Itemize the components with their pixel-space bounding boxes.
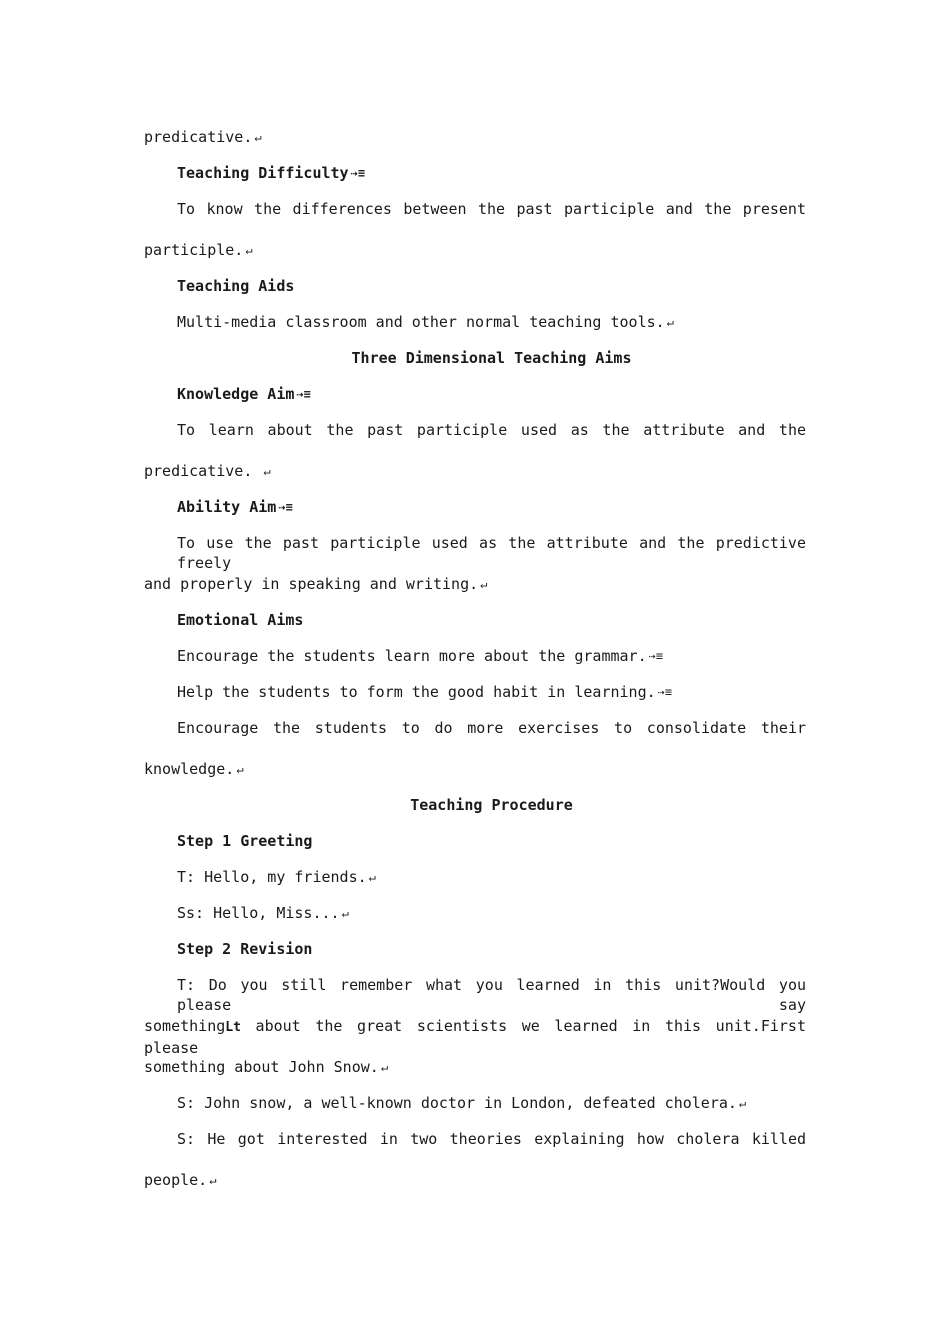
paragraph-line: predicative. ↵ (144, 128, 262, 146)
return-mark-icon: ↵ (480, 577, 488, 591)
paragraph-line: Encourage the students to do more exercises to consolidate their (177, 719, 806, 737)
paragraph-line: To know the differences between the past participle and the present (177, 200, 806, 218)
paragraph-line: people. ↵ (144, 1171, 217, 1189)
line-mark-icon: ⇢≡ (657, 685, 673, 699)
paragraph-line: something about John Snow. ↵ (144, 1058, 389, 1076)
special-mark: Lt (225, 1020, 241, 1035)
return-mark-icon: ↵ (236, 762, 244, 776)
heading-knowledge-aim: Knowledge Aim ⇢≡ (177, 385, 311, 403)
paragraph-line: T: Hello, my friends. ↵ (177, 868, 376, 886)
paragraph-line: predicative. ↵ (144, 462, 271, 480)
return-mark-icon: ↵ (209, 1173, 217, 1187)
heading-teaching-aids: Teaching Aids (177, 277, 295, 295)
section-title-procedure: Teaching Procedure (410, 796, 573, 814)
paragraph-line: S: He got interested in two theories explaining how cholera killed (177, 1130, 806, 1148)
paragraph-line: To use the past participle used as the attribute and the predictive freely (177, 534, 806, 572)
paragraph-line: T: Do you still remember what you learned in this unit?Would you please say (177, 976, 806, 1014)
heading-step-2: Step 2 Revision (177, 940, 313, 958)
paragraph-line: Multi-media classroom and other normal teaching tools. ↵ (177, 313, 674, 331)
heading-teaching-difficulty: Teaching Difficulty ⇢≡ (177, 164, 366, 182)
paragraph-line: Ss: Hello, Miss... ↵ (177, 904, 349, 922)
paragraph-line: Encourage the students learn more about the grammar. ⇢≡ (177, 647, 664, 665)
paragraph-line: and properly in speaking and writing. ↵ (144, 575, 488, 593)
return-mark-icon: ↵ (368, 870, 376, 884)
return-mark-icon: ↵ (666, 315, 674, 329)
line-mark-icon: ⇢≡ (278, 500, 293, 514)
paragraph-line: Help the students to form the good habit in learning. ⇢≡ (177, 683, 673, 701)
paragraph-line: somethingLt about the great scientists we learned in this unit.First please (144, 1017, 806, 1057)
return-mark-icon: ↵ (341, 906, 349, 920)
line-mark-icon: ⇢≡ (648, 649, 664, 663)
section-title-aims: Three Dimensional Teaching Aims (351, 349, 632, 367)
heading-emotional-aims: Emotional Aims (177, 611, 304, 629)
return-mark-icon: ↵ (380, 1060, 389, 1074)
line-mark-icon: ⇢≡ (350, 166, 366, 180)
return-mark-icon: ↵ (245, 243, 253, 257)
heading-step-1: Step 1 Greeting (177, 832, 313, 850)
return-mark-icon: ↵ (263, 464, 271, 478)
paragraph-line: participle. ↵ (144, 241, 253, 259)
paragraph-line: S: John snow, a well-known doctor in London, defeated cholera. ↵ (177, 1094, 747, 1112)
paragraph-line: knowledge. ↵ (144, 760, 244, 778)
heading-ability-aim: Ability Aim ⇢≡ (177, 498, 293, 516)
paragraph-line: To learn about the past participle used as the attribute and the (177, 421, 806, 439)
line-mark-icon: ⇢≡ (296, 387, 311, 401)
return-mark-icon: ↵ (738, 1096, 747, 1110)
return-mark-icon: ↵ (254, 130, 262, 144)
